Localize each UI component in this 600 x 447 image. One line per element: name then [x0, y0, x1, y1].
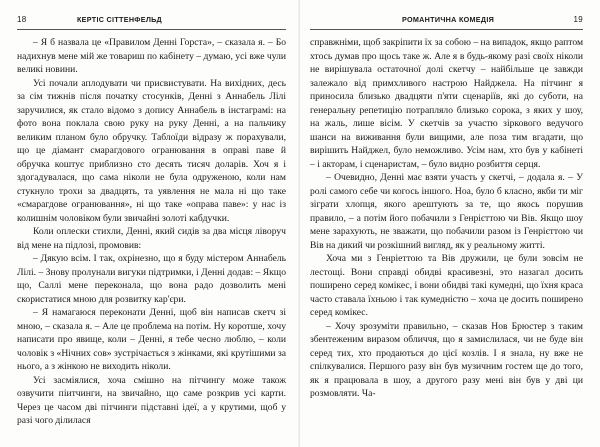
- paragraph: Коли оплески стихли, Денні, який сидів за два місця ліворуч від мене на підлозі, промовив:: [17, 226, 286, 251]
- paragraph: Хоча ми з Генріеттою та Вів дружили, це були зовсім не лестощі. Вони справді обидві красивезні, это назагал досить поширено серед комікес, і вони обидві такі кумедні, що їхня краса часто ставала їхньою і так кумедністю – хоча це досить поширено серед комікес.: [310, 253, 583, 318]
- paragraph: – Хочу зрозуміти правильно, – сказав Нов Брюстер з таким збентеженим виразом обличчя, що я замислилася, чи не буде він серед тих, хто продаються до цієї козлів. І я знала, ну вже не спілкувалися. Першого разу він був музичним гостем ще до того, як я працювала в шоу, а другого разу мені він був у дві ци розмовляти. Ча-: [310, 320, 583, 399]
- right-header-rule: [310, 29, 583, 30]
- paragraph: – Дякую всім. І так, охрінезно, що я буду містером Аннабель Лілі. – Знову пролунали вигуки підтримки, і Денні додав: – Якщо що, Саллі мене переконала, що вона радо дозволить мені скористатися мною для розвитку кар'єри.: [17, 253, 286, 305]
- right-page: [300, 0, 600, 447]
- paragraph: – Очевидно, Денні має взяти участь у скетчі, – додала я. – У ролі самого себе чи когось іншого. Ноа, було б класно, якби ти міг зіграти хлопця, якого арештують за те, що якось порушив правило, – а потім його побачили з Генрієттою чи Вів. Якщо шоу мене зарахують, не зважати, що побачили разом із Генрієттою чи Вів на дикий чи розкішний вигляд, як у реальному житті.: [310, 172, 583, 251]
- paragraph: – Я б назвала це «Правилом Денні Горста», – сказала я. – Бо надихнув мене мій же товариш по кабінету – думаю, усі вже чули великі новини.: [17, 37, 286, 75]
- left-running-title: КЕРТІС СІТТЕНФЕЛЬД: [77, 15, 162, 24]
- right-running-title: РОМАНТИЧНА КОМЕДІЯ: [402, 15, 495, 24]
- right-running-head: [310, 14, 583, 26]
- left-page-number: 18: [17, 15, 27, 24]
- paragraph: справжніми, щоб закріпити їх за собою – на випадок, якщо раптом хтось думав про щось таке ж. Але я в будь-якому разі своїх ніколи не вирішувала остаточної долі скетчу – найбільше це завжди залежало від примхливого настрою Найджела. На пітчинг я приносила близько двадцяти п'яти сценаріїв, які до суботи, на генеральну репетицію потрапляло близько сорока, з яких у шоу, на жаль, лише вісім. У скетчів за участю зіркового ведучого шанси на виживання були вищими, але поза тим вгадати, що вирішить Найджел, було неможливо. Усім нам, хто був у кабінеті – і акторам, і сценаристам, – було видно розбиття серця.: [310, 37, 584, 170]
- right-page-number: 19: [573, 15, 583, 24]
- left-running-head: [17, 14, 286, 26]
- left-body-text: [17, 36, 286, 428]
- right-body-text: [310, 36, 583, 401]
- left-header-rule: [17, 29, 286, 30]
- paragraph: Усі засміялися, хоча смішно на пітчингу може також озвучити піитчинги, на звичайно, що саме розкрив усі карти. Через це часом дві пітчинги підставні ідеї, а у крутими, щоб у разі чого ділилася: [17, 374, 286, 426]
- paragraph: – Я намагаюся переконати Денні, щоб він написав скетч зі мною, – сказала я. – Але це проблема на потім. Ну коротше, хочу написати про явище, коли – Денні, я тебе чесно люблю, – коли чоловік з «Нічних сов» зустрічається з жінками, які крутішими за нього, а з жінкою не виходить ніколи.: [17, 307, 286, 372]
- paragraph: Усі почали аплодувати чи присвистувати. На вихідних, десь за сім тижнів після початку стосунків, Денні з Аннабель Лілі заручилися, як стало відомо з допису Аннабель в інстаграмі: на фото вона поклала свою руку на руку Денні, а на пальчику великим планом було обручку. Таблоїди відразу ж порахували, що це діамант смарагдового огранювання в оправі паве й обручка коштує приблизно сто десять тисяч доларів. Хоч я і здогадувалася, що сама ніколи не була одруженою, коли нам стукнуло трохи за двадцять, та уявлення не мала ні що таке «смарагдове огранювання», ні що таке «оправа паве»: у нас із колишнім чоловіком були звичайні золоті кабдучки.: [17, 77, 286, 224]
